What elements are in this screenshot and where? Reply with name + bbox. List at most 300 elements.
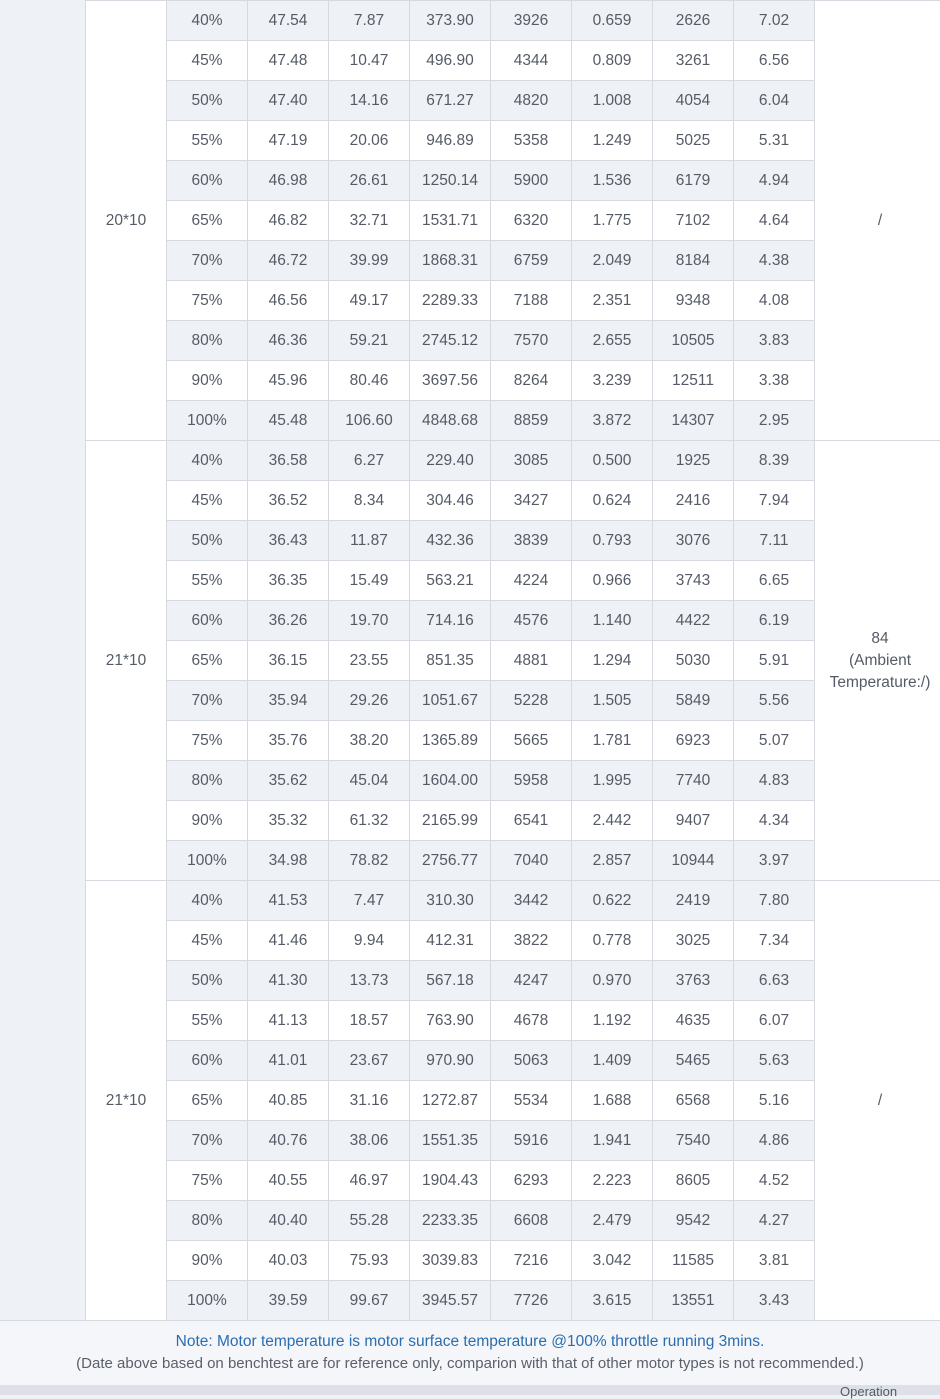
table-cell: 6.65 <box>734 561 815 601</box>
table-cell: 4848.68 <box>410 401 491 441</box>
table-cell: 763.90 <box>410 1001 491 1041</box>
table-cell: 3822 <box>491 921 572 961</box>
table-cell: 3763 <box>653 961 734 1001</box>
table-cell: 35.94 <box>248 681 329 721</box>
table-cell: 7.94 <box>734 481 815 521</box>
table-cell: 32.71 <box>329 201 410 241</box>
table-cell: 45.04 <box>329 761 410 801</box>
table-cell: 60% <box>167 1041 248 1081</box>
table-cell: 0.793 <box>572 521 653 561</box>
table-row <box>86 1281 940 1321</box>
table-cell: 70% <box>167 241 248 281</box>
table-cell: 80% <box>167 761 248 801</box>
table-cell: 2.223 <box>572 1161 653 1201</box>
motor-temperature-cell <box>815 441 940 881</box>
table-cell: 496.90 <box>410 41 491 81</box>
table-cell: 5358 <box>491 121 572 161</box>
table-cell: 7.80 <box>734 881 815 921</box>
table-cell: 2626 <box>653 1 734 41</box>
table-cell: 4.86 <box>734 1121 815 1161</box>
table-cell: 5534 <box>491 1081 572 1121</box>
table-cell: 38.06 <box>329 1121 410 1161</box>
table-cell: 34.98 <box>248 841 329 881</box>
table-cell: 26.61 <box>329 161 410 201</box>
table-cell: 45% <box>167 481 248 521</box>
table-cell: 3697.56 <box>410 361 491 401</box>
table-row <box>86 121 940 161</box>
table-cell: 5.16 <box>734 1081 815 1121</box>
table-cell: 47.40 <box>248 81 329 121</box>
table-cell: 2.95 <box>734 401 815 441</box>
table-cell: 1604.00 <box>410 761 491 801</box>
table-cell: 671.27 <box>410 81 491 121</box>
table-cell: 4.64 <box>734 201 815 241</box>
table-cell: 60% <box>167 601 248 641</box>
table-cell: 3427 <box>491 481 572 521</box>
table-cell: 3261 <box>653 41 734 81</box>
table-row <box>86 841 940 881</box>
prop-size-cell: 21*10 <box>86 441 167 881</box>
table-cell: 46.97 <box>329 1161 410 1201</box>
table-row <box>86 601 940 641</box>
table-row <box>86 281 940 321</box>
table-cell: 13.73 <box>329 961 410 1001</box>
table-cell: 4.27 <box>734 1201 815 1241</box>
table-cell: 714.16 <box>410 601 491 641</box>
table-row <box>86 1 940 41</box>
table-row <box>86 161 940 201</box>
table-row <box>86 1001 940 1041</box>
table-cell: 2416 <box>653 481 734 521</box>
table-cell: 61.32 <box>329 801 410 841</box>
table-row <box>86 521 940 561</box>
table-row <box>86 401 940 441</box>
table-cell: 36.43 <box>248 521 329 561</box>
table-cell: 23.67 <box>329 1041 410 1081</box>
table-cell: 3.615 <box>572 1281 653 1321</box>
table-cell: 78.82 <box>329 841 410 881</box>
table-cell: 50% <box>167 521 248 561</box>
table-row <box>86 1121 940 1161</box>
table-cell: 75.93 <box>329 1241 410 1281</box>
table-cell: 39.59 <box>248 1281 329 1321</box>
table-cell: 4.52 <box>734 1161 815 1201</box>
table-cell: 90% <box>167 1241 248 1281</box>
table-cell: 1.995 <box>572 761 653 801</box>
table-cell: 40.40 <box>248 1201 329 1241</box>
table-cell: 563.21 <box>410 561 491 601</box>
table-cell: 0.500 <box>572 441 653 481</box>
table-cell: 5.31 <box>734 121 815 161</box>
table-cell: 40.76 <box>248 1121 329 1161</box>
table-cell: 47.48 <box>248 41 329 81</box>
table-cell: 5.07 <box>734 721 815 761</box>
table-cell: 38.20 <box>329 721 410 761</box>
table-cell: 1.688 <box>572 1081 653 1121</box>
table-cell: 3039.83 <box>410 1241 491 1281</box>
table-cell: 4576 <box>491 601 572 641</box>
table-cell: 23.55 <box>329 641 410 681</box>
table-cell: 5916 <box>491 1121 572 1161</box>
table-row <box>86 881 940 921</box>
table-row <box>86 561 940 601</box>
table-row <box>86 1081 940 1121</box>
table-cell: 46.72 <box>248 241 329 281</box>
table-cell: 40.55 <box>248 1161 329 1201</box>
table-cell: 2.351 <box>572 281 653 321</box>
table-cell: 45% <box>167 41 248 81</box>
table-cell: 70% <box>167 1121 248 1161</box>
table-cell: 46.98 <box>248 161 329 201</box>
table-cell: 46.82 <box>248 201 329 241</box>
table-cell: 5.91 <box>734 641 815 681</box>
table-cell: 1925 <box>653 441 734 481</box>
table-cell: 5025 <box>653 121 734 161</box>
table-row <box>86 201 940 241</box>
table-cell: 946.89 <box>410 121 491 161</box>
table-cell: 59.21 <box>329 321 410 361</box>
table-cell: 40% <box>167 1 248 41</box>
table-cell: 65% <box>167 1081 248 1121</box>
table-cell: 0.659 <box>572 1 653 41</box>
table-cell: 5.63 <box>734 1041 815 1081</box>
motor-temperature-cell <box>815 1 940 441</box>
table-cell: 2745.12 <box>410 321 491 361</box>
table-cell: 47.19 <box>248 121 329 161</box>
table-cell: 970.90 <box>410 1041 491 1081</box>
table-cell: 3.43 <box>734 1281 815 1321</box>
table-cell: 2419 <box>653 881 734 921</box>
table-cell: 9542 <box>653 1201 734 1241</box>
footer-fragment: Operation <box>840 1385 897 1399</box>
table-cell: 8605 <box>653 1161 734 1201</box>
table-cell: 1904.43 <box>410 1161 491 1201</box>
table-cell: 13551 <box>653 1281 734 1321</box>
table-cell: 2.049 <box>572 241 653 281</box>
prop-size-cell: 20*10 <box>86 1 167 441</box>
table-cell: 229.40 <box>410 441 491 481</box>
table-cell: 2289.33 <box>410 281 491 321</box>
table-cell: 41.01 <box>248 1041 329 1081</box>
table-cell: 6.07 <box>734 1001 815 1041</box>
table-cell: 99.67 <box>329 1281 410 1321</box>
table-cell: 4.94 <box>734 161 815 201</box>
table-cell: 1.008 <box>572 81 653 121</box>
table-cell: 3.239 <box>572 361 653 401</box>
table-cell: 1051.67 <box>410 681 491 721</box>
table-cell: 106.60 <box>329 401 410 441</box>
table-row <box>86 961 940 1001</box>
table-cell: 7040 <box>491 841 572 881</box>
table-cell: 100% <box>167 841 248 881</box>
table-cell: 45.96 <box>248 361 329 401</box>
table-cell: 55% <box>167 1001 248 1041</box>
table-cell: 7.47 <box>329 881 410 921</box>
motor-performance-table <box>85 0 940 1321</box>
table-cell: 1531.71 <box>410 201 491 241</box>
table-cell: 3839 <box>491 521 572 561</box>
table-cell: 6.56 <box>734 41 815 81</box>
table-cell: 3.83 <box>734 321 815 361</box>
table-cell: 6179 <box>653 161 734 201</box>
table-cell: 851.35 <box>410 641 491 681</box>
table-cell: 1868.31 <box>410 241 491 281</box>
table-row <box>86 41 940 81</box>
table-cell: 31.16 <box>329 1081 410 1121</box>
table-cell: 14307 <box>653 401 734 441</box>
table-cell: 4635 <box>653 1001 734 1041</box>
table-cell: 3.97 <box>734 841 815 881</box>
table-cell: 7.11 <box>734 521 815 561</box>
table-cell: 35.32 <box>248 801 329 841</box>
table-cell: 80% <box>167 1201 248 1241</box>
table-cell: 432.36 <box>410 521 491 561</box>
table-cell: 1.505 <box>572 681 653 721</box>
table-cell: 1.140 <box>572 601 653 641</box>
table-cell: 75% <box>167 721 248 761</box>
table-cell: 3926 <box>491 1 572 41</box>
table-cell: 70% <box>167 681 248 721</box>
table-cell: 412.31 <box>410 921 491 961</box>
table-cell: 304.46 <box>410 481 491 521</box>
table-cell: 1.249 <box>572 121 653 161</box>
footer-strip <box>0 1385 940 1395</box>
table-cell: 1.294 <box>572 641 653 681</box>
table-cell: 1272.87 <box>410 1081 491 1121</box>
table-cell: 567.18 <box>410 961 491 1001</box>
table-cell: 9407 <box>653 801 734 841</box>
table-row <box>86 1241 940 1281</box>
table-cell: 4422 <box>653 601 734 641</box>
note-line-1: Note: Motor temperature is motor surface temperature @100% throttle running 3mins. <box>0 1333 940 1351</box>
table-cell: 2.857 <box>572 841 653 881</box>
table-cell: 2.479 <box>572 1201 653 1241</box>
table-row <box>86 321 940 361</box>
table-cell: 36.58 <box>248 441 329 481</box>
table-cell: 5228 <box>491 681 572 721</box>
table-cell: 7540 <box>653 1121 734 1161</box>
temperature-value: 84 <box>815 628 940 650</box>
table-cell: 4247 <box>491 961 572 1001</box>
table-cell: 1.781 <box>572 721 653 761</box>
table-row <box>86 1041 940 1081</box>
table-cell: 6293 <box>491 1161 572 1201</box>
table-cell: 46.36 <box>248 321 329 361</box>
table-cell: 9348 <box>653 281 734 321</box>
table-cell: 9.94 <box>329 921 410 961</box>
table-row <box>86 1161 940 1201</box>
table-cell: 7726 <box>491 1281 572 1321</box>
table-row <box>86 761 940 801</box>
table-cell: 29.26 <box>329 681 410 721</box>
table-cell: 10.47 <box>329 41 410 81</box>
table-cell: 90% <box>167 361 248 401</box>
table-cell: 8.39 <box>734 441 815 481</box>
table-cell: 4820 <box>491 81 572 121</box>
table-cell: 4.38 <box>734 241 815 281</box>
table-cell: 1.775 <box>572 201 653 241</box>
table-cell: 14.16 <box>329 81 410 121</box>
table-cell: 4881 <box>491 641 572 681</box>
table-row <box>86 481 940 521</box>
table-cell: 7188 <box>491 281 572 321</box>
table-cell: 3025 <box>653 921 734 961</box>
table-cell: 1250.14 <box>410 161 491 201</box>
table-cell: 4678 <box>491 1001 572 1041</box>
table-cell: 20.06 <box>329 121 410 161</box>
table-cell: 10505 <box>653 321 734 361</box>
table-cell: 36.26 <box>248 601 329 641</box>
table-cell: 40.85 <box>248 1081 329 1121</box>
prop-size-cell: 21*10 <box>86 881 167 1321</box>
table-cell: 41.53 <box>248 881 329 921</box>
table-cell: 7.87 <box>329 1 410 41</box>
table-cell: 36.15 <box>248 641 329 681</box>
table-cell: 49.17 <box>329 281 410 321</box>
table-cell: 6320 <box>491 201 572 241</box>
table-cell: 46.56 <box>248 281 329 321</box>
table-cell: 3.042 <box>572 1241 653 1281</box>
table-cell: 1.941 <box>572 1121 653 1161</box>
table-cell: 0.778 <box>572 921 653 961</box>
table-cell: 4054 <box>653 81 734 121</box>
table-cell: 310.30 <box>410 881 491 921</box>
table-cell: 55% <box>167 561 248 601</box>
table-cell: 2233.35 <box>410 1201 491 1241</box>
table-cell: 6923 <box>653 721 734 761</box>
table-cell: 0.809 <box>572 41 653 81</box>
table-cell: 4.08 <box>734 281 815 321</box>
table-cell: 47.54 <box>248 1 329 41</box>
table-cell: 3076 <box>653 521 734 561</box>
table-cell: 41.13 <box>248 1001 329 1041</box>
table-cell: 3743 <box>653 561 734 601</box>
table-cell: 2165.99 <box>410 801 491 841</box>
table-row <box>86 361 940 401</box>
table-cell: 41.46 <box>248 921 329 961</box>
table-cell: 5665 <box>491 721 572 761</box>
table-row <box>86 801 940 841</box>
table-cell: 65% <box>167 641 248 681</box>
table-cell: 7.34 <box>734 921 815 961</box>
table-cell: 3.872 <box>572 401 653 441</box>
table-cell: 6.19 <box>734 601 815 641</box>
table-cell: 3.81 <box>734 1241 815 1281</box>
note-line-2: (Date above based on benchtest are for reference only, comparion with that of other motor types is not recommended.) <box>0 1355 940 1372</box>
table-cell: 50% <box>167 81 248 121</box>
table-cell: 6759 <box>491 241 572 281</box>
table-row <box>86 81 940 121</box>
table-cell: 45% <box>167 921 248 961</box>
table-cell: 41.30 <box>248 961 329 1001</box>
table-cell: 3.38 <box>734 361 815 401</box>
table-cell: 3085 <box>491 441 572 481</box>
table-row <box>86 241 940 281</box>
table-cell: 40.03 <box>248 1241 329 1281</box>
table-cell: 0.966 <box>572 561 653 601</box>
table-cell: 100% <box>167 1281 248 1321</box>
table-cell: 80.46 <box>329 361 410 401</box>
table-cell: 0.624 <box>572 481 653 521</box>
table-cell: 5900 <box>491 161 572 201</box>
table-cell: 65% <box>167 201 248 241</box>
table-cell: 36.35 <box>248 561 329 601</box>
table-cell: 5063 <box>491 1041 572 1081</box>
table-cell: 3945.57 <box>410 1281 491 1321</box>
table-cell: 1551.35 <box>410 1121 491 1161</box>
motor-temperature-cell <box>815 881 940 1321</box>
table-cell: 1365.89 <box>410 721 491 761</box>
table-cell: 15.49 <box>329 561 410 601</box>
table-cell: 50% <box>167 961 248 1001</box>
table-cell: 10944 <box>653 841 734 881</box>
table-cell: 39.99 <box>329 241 410 281</box>
temperature-value: / <box>815 210 940 232</box>
table-cell: 40% <box>167 441 248 481</box>
table-cell: 8184 <box>653 241 734 281</box>
table-cell: 6568 <box>653 1081 734 1121</box>
table-cell: 75% <box>167 281 248 321</box>
table-cell: 6608 <box>491 1201 572 1241</box>
table-cell: 75% <box>167 1161 248 1201</box>
table-cell: 35.76 <box>248 721 329 761</box>
table-cell: 55.28 <box>329 1201 410 1241</box>
ambient-temperature-note: (Ambient Temperature:/) <box>815 650 940 694</box>
table-row <box>86 721 940 761</box>
table-row <box>86 641 940 681</box>
table-cell: 5.56 <box>734 681 815 721</box>
table-cell: 55% <box>167 121 248 161</box>
table-cell: 6.63 <box>734 961 815 1001</box>
table-cell: 0.622 <box>572 881 653 921</box>
table-cell: 8.34 <box>329 481 410 521</box>
table-cell: 2.655 <box>572 321 653 361</box>
table-cell: 5030 <box>653 641 734 681</box>
table-cell: 11.87 <box>329 521 410 561</box>
table-cell: 7740 <box>653 761 734 801</box>
table-cell: 8264 <box>491 361 572 401</box>
table-cell: 1.192 <box>572 1001 653 1041</box>
table-cell: 7102 <box>653 201 734 241</box>
table-cell: 80% <box>167 321 248 361</box>
note-panel <box>0 1320 940 1385</box>
table-cell: 60% <box>167 161 248 201</box>
table-cell: 4224 <box>491 561 572 601</box>
table-row <box>86 441 940 481</box>
table-cell: 36.52 <box>248 481 329 521</box>
table-row <box>86 681 940 721</box>
table-cell: 2756.77 <box>410 841 491 881</box>
temperature-value: / <box>815 1090 940 1112</box>
table-cell: 4.83 <box>734 761 815 801</box>
table-cell: 19.70 <box>329 601 410 641</box>
table-cell: 6.27 <box>329 441 410 481</box>
table-cell: 12511 <box>653 361 734 401</box>
table-cell: 100% <box>167 401 248 441</box>
table-row <box>86 1201 940 1241</box>
table-cell: 6.04 <box>734 81 815 121</box>
table-cell: 6541 <box>491 801 572 841</box>
table-cell: 7570 <box>491 321 572 361</box>
table-cell: 7216 <box>491 1241 572 1281</box>
table-cell: 8859 <box>491 401 572 441</box>
table-cell: 5849 <box>653 681 734 721</box>
table-cell: 0.970 <box>572 961 653 1001</box>
table-cell: 4344 <box>491 41 572 81</box>
table-cell: 4.34 <box>734 801 815 841</box>
table-cell: 45.48 <box>248 401 329 441</box>
table-cell: 90% <box>167 801 248 841</box>
